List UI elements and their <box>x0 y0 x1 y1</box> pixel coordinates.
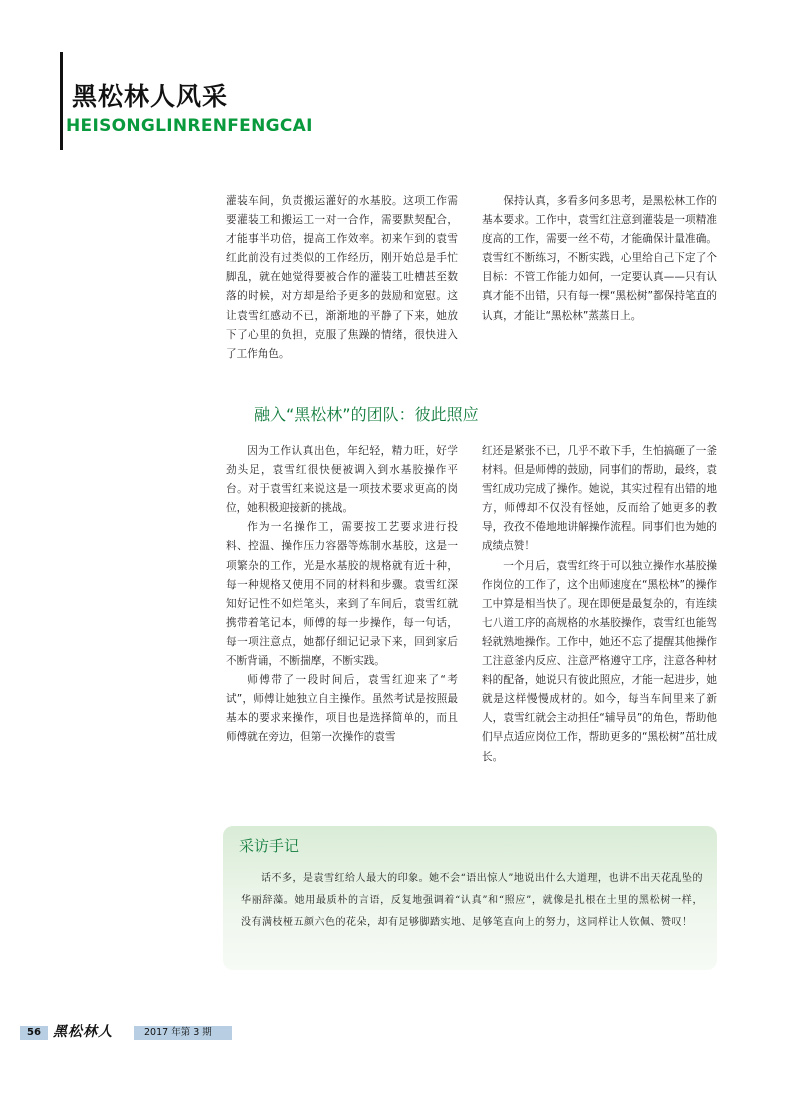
interview-notes-text: 话不多，是袁雪红给人最大的印象。她不会“语出惊人”地说出什么大道理，也讲不出天花乱坠的华丽辞藻。她用最质朴的言语，反复地强调着“认真”和“照应”，就像是扎根在土里的黑松树一样，没有满枝桠五颜六色的花朵，却有足够脚踏实地、足够笔直向上的努力，这同样让人钦佩、赞叹！ <box>241 873 703 928</box>
paragraph: 师傅带了一段时间后，袁雪红迎来了“考试”，师傅让她独立自主操作。虽然考试是按照最基本的要求来操作，项目也是选择简单的，而且师傅就在旁边，但第一次操作的袁雪 <box>226 674 458 744</box>
magazine-logo: 黑松林人 <box>53 1024 113 1040</box>
top-column-right <box>482 192 717 326</box>
paragraph: 一个月后，袁雪红终于可以独立操作水基胶操作岗位的工作了，这个出师速度在“黑松林”的操作工中算是相当快了。现在即便是最复杂的，有连续七八道工序的高规格的水基胶操作，袁雪红也能驾轻就熟地操作。工作中，她还不忘了提醒其他操作工注意釜内反应、注意严格遵守工序，注意各种材料的配备，她说只有彼此照应，才能一起进步，她就是这样慢慢成材的。如今，每当车间里来了新人，袁雪红就会主动担任“辅导员”的角色，帮助他们早点适应岗位工作，帮助更多的“黑松树”茁壮成长。 <box>482 559 717 763</box>
paragraph: 灌装车间，负责搬运灌好的水基胶。这项工作需要灌装工和搬运工一对一合作，需要默契配合，才能事半功倍，提高工作效率。初来乍到的袁雪红此前没有过类似的工作经历，刚开始总是手忙脚乱，就在她觉得要被合作的灌装工吐槽甚至数落的时候，对方却是给予更多的鼓励和宽慰。这让袁雪红感动不已，渐渐地的平静了下来，她放下了心里的负担，克服了焦躁的情绪，很快进入了工作角色。 <box>226 195 458 360</box>
interview-notes-box <box>223 826 717 970</box>
section-column-left <box>226 442 458 748</box>
section-column-right <box>482 442 717 767</box>
paragraph: 作为一名操作工，需要按工艺要求进行投料、控温、操作压力容器等炼制水基胶，这是一项繁杂的工作，光是水基胶的规格就有近十种，每一种规格又使用不同的材料和步骤。袁雪红深知好记性不如烂笔头，来到了车间后，袁雪红就携带着笔记本，师傅的每一步操作，每一句话，每一项注意点，她都仔细记记录下来，回到家后不断背诵，不断揣摩，不断实践。 <box>226 521 458 668</box>
interview-notes-title: 采访手记 <box>239 837 300 855</box>
page-number: 56 <box>20 1026 48 1040</box>
section-heading: 融入“黑松林”的团队：彼此照应 <box>254 405 479 424</box>
header-accent-bar <box>60 52 63 150</box>
page-footer <box>20 1026 232 1040</box>
page-title: 黑松林人风采 <box>72 82 229 111</box>
paragraph: 红还是紧张不已，几乎不敢下手，生怕搞砸了一釜材料。但是师傅的鼓励，同事们的帮助，最终，袁雪红成功完成了操作。她说，其实过程有出错的地方，师傅却不仅没有怪她，反而给了她更多的教导，孜孜不倦地地讲解操作流程。同事们也为她的成绩点赞！ <box>482 445 717 553</box>
issue-label: 2017 年第 3 期 <box>134 1026 232 1040</box>
paragraph: 因为工作认真出色，年纪轻，精力旺，好学劲头足，袁雪红很快便被调入到水基胶操作平台。对于袁雪红来说这是一项技术要求更高的岗位，她积极迎接新的挑战。 <box>226 445 458 515</box>
paragraph: 保持认真，多看多问多思考，是黑松林工作的基本要求。工作中，袁雪红注意到灌装是一项精准度高的工作，需要一丝不苟，才能确保计量准确。袁雪红不断练习，不断实践，心里给自己下定了个目标：不管工作能力如何，一定要认真——只有认真才能不出错，只有每一棵“黑松树”都保持笔直的认真，才能让“黑松林”蒸蒸日上。 <box>482 195 717 322</box>
page-subtitle: HEISONGLINRENFENGCAI <box>66 116 313 136</box>
top-column-left <box>226 192 458 364</box>
